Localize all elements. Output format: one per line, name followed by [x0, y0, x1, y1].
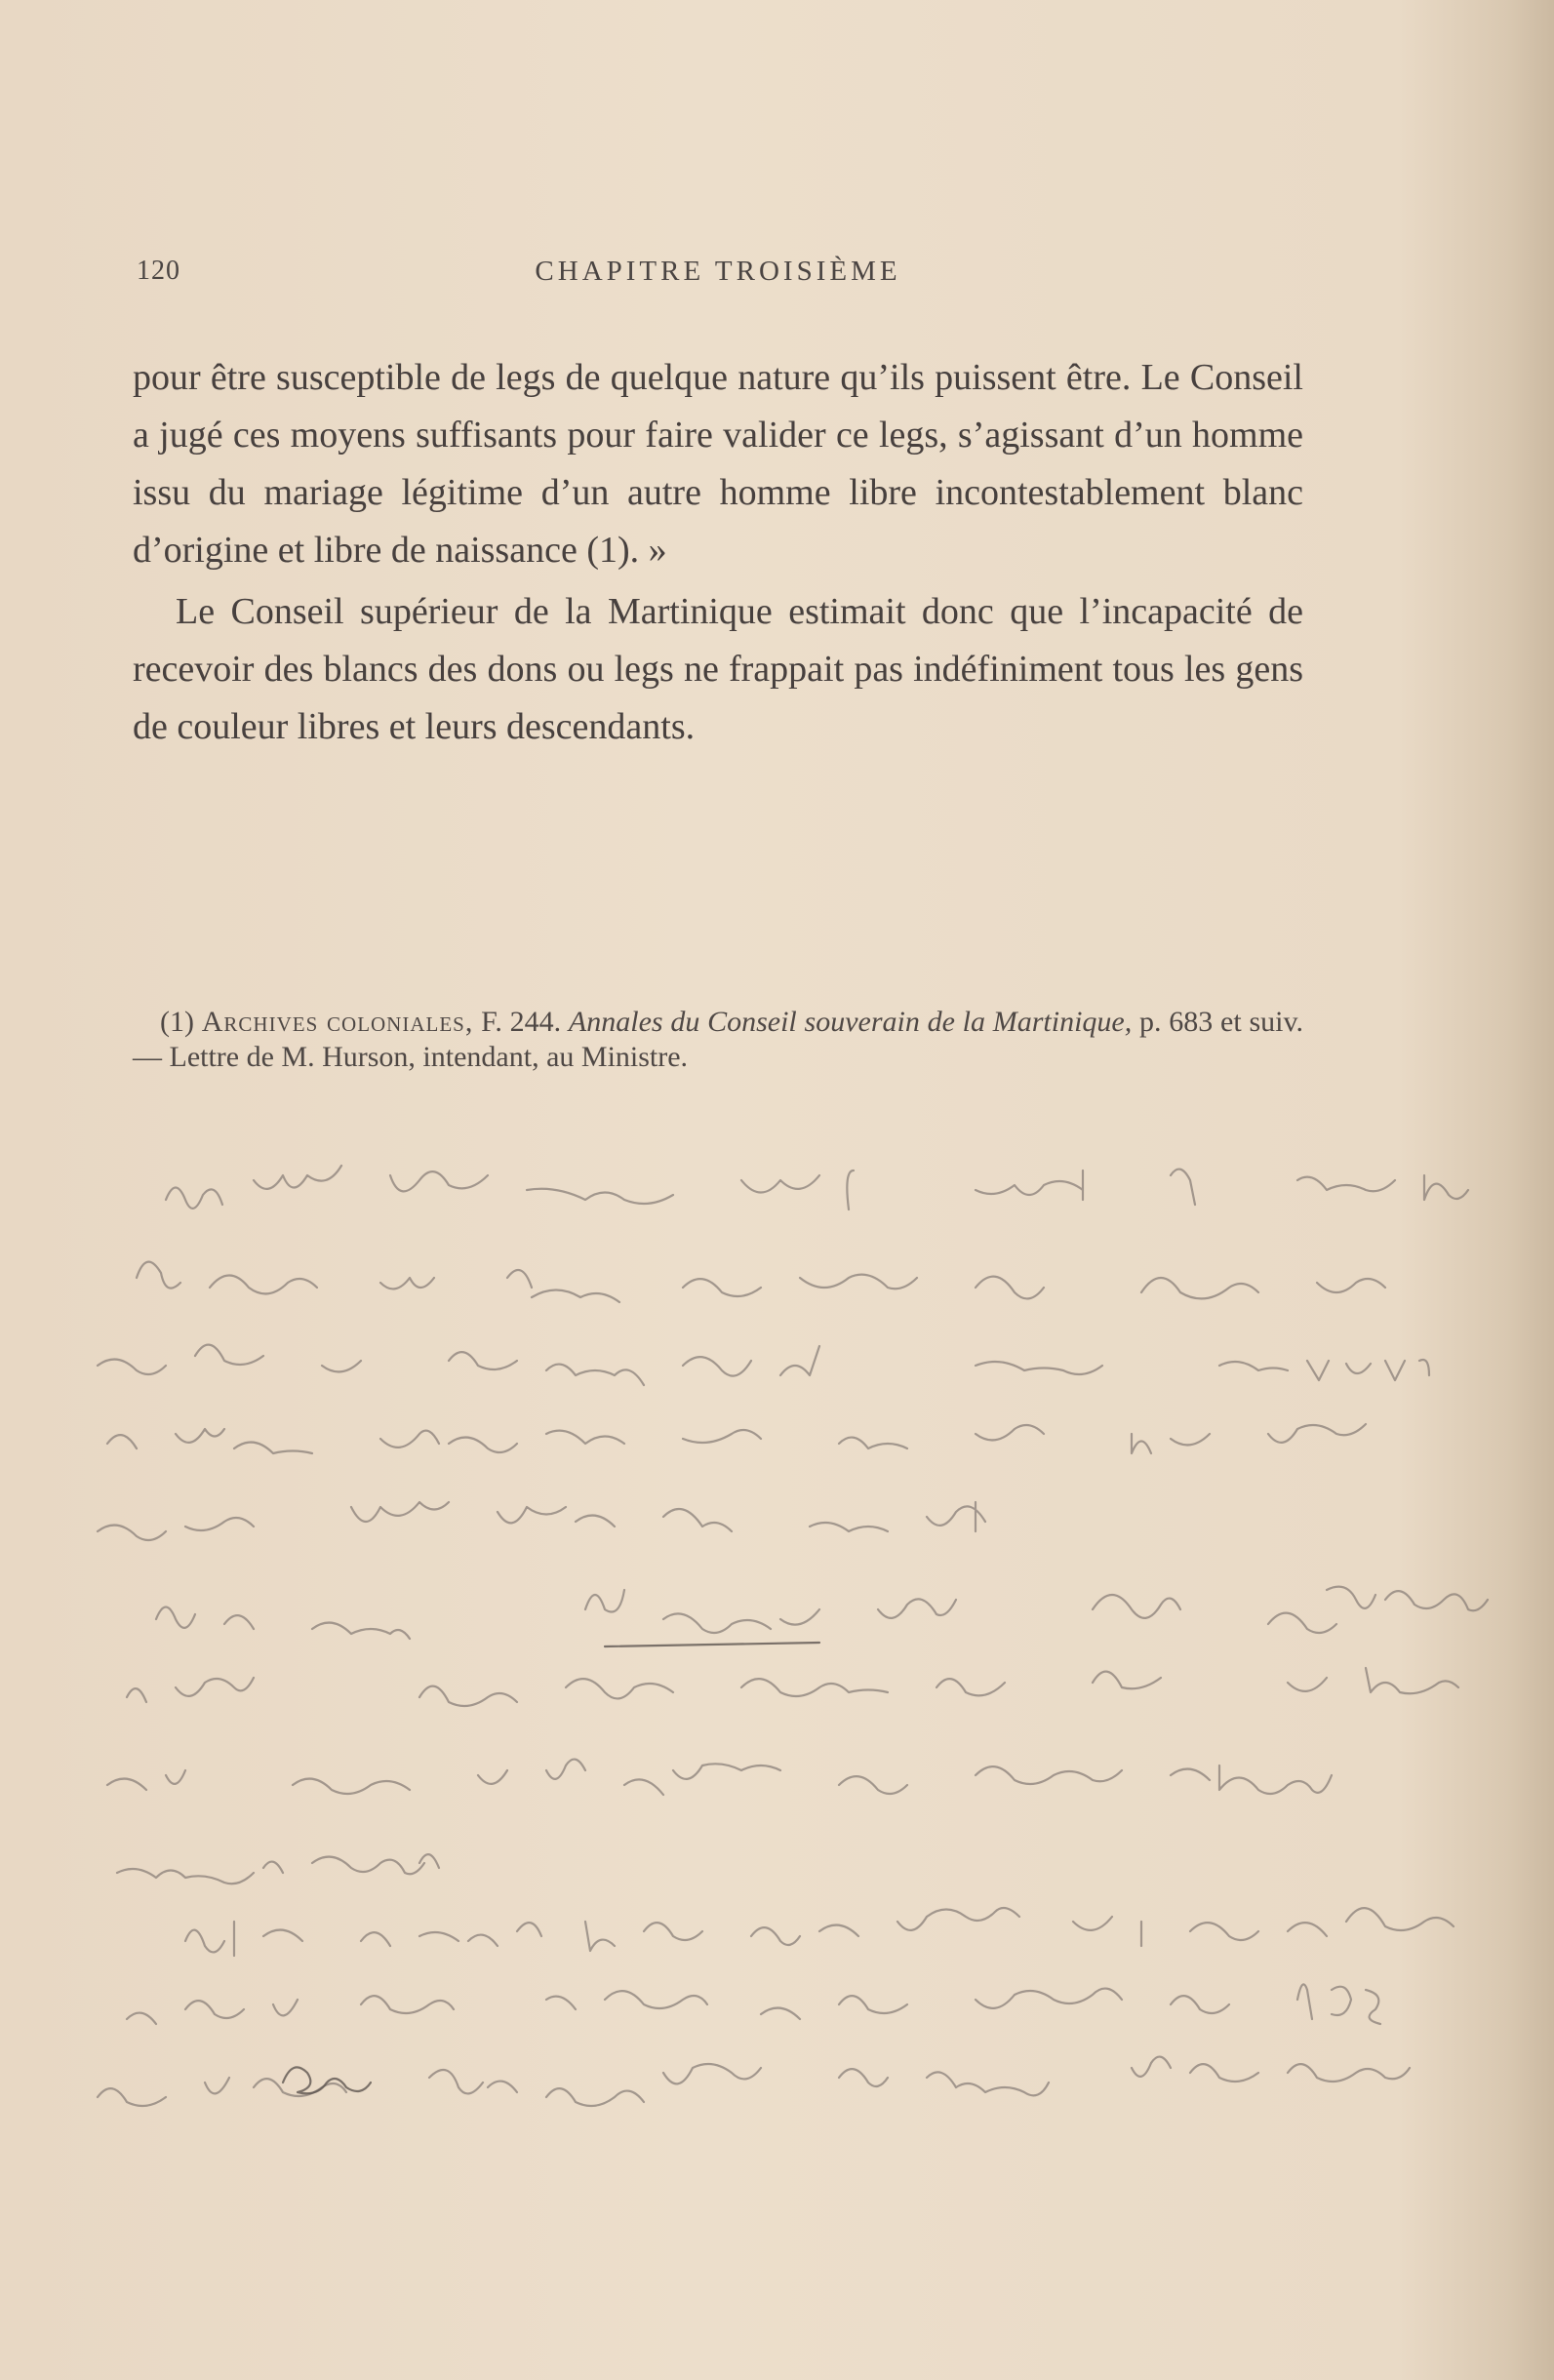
footnote-source: Archives coloniales,: [201, 1006, 474, 1038]
page-header: [133, 256, 1303, 295]
footnote-marker: (1): [160, 1006, 194, 1038]
footnote-rest: p. 683 et suiv. — Lettre de M. Hurson, intendant, au Ministre.: [133, 1006, 1304, 1073]
running-head: CHAPITRE TROISIÈME: [535, 256, 901, 287]
paragraph: Le Conseil supérieur de la Martinique estimait donc que l’incapacité de recevoir des blancs des dons ou legs ne frappait pas indéfiniment tous les gens de couleur libres et leurs descendants.: [133, 591, 1303, 747]
footnote-reference: F. 244.: [481, 1006, 562, 1038]
handwritten-annotation: [0, 1141, 1554, 2156]
footnote: [133, 1005, 1303, 1075]
footnote-title: Annales du Conseil souverain de la Martinique,: [568, 1006, 1133, 1038]
paragraph: pour être susceptible de legs de quelque nature qu’ils puissent être. Le Conseil a jugé ces moyens suffisants pour faire valider ce legs, s’agissant d’un homme issu du mariage légitime d’un autre homme libre incontestablement blanc d’origine et libre de naissance (1). »: [133, 357, 1303, 571]
body-text: [133, 349, 1303, 756]
page-number: 120: [137, 256, 180, 286]
handwriting-scribble: [0, 1141, 1554, 2156]
